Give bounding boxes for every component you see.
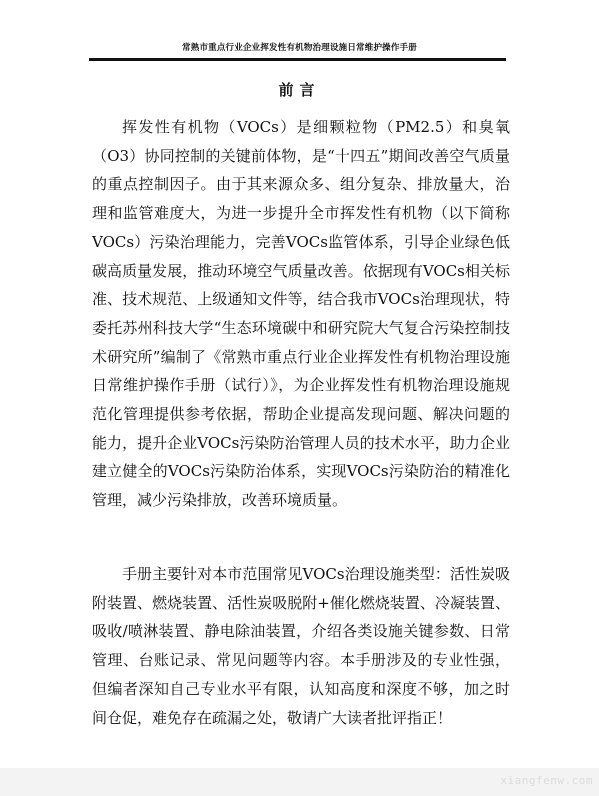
section-title: 前言	[278, 81, 321, 99]
watermark: xiangfenw.com	[500, 774, 593, 787]
paragraph-2: 手册主要针对本市范围常见VOCs治理设施类型：活性炭吸附装置、燃烧装置、活性炭吸脱附+催化燃烧装置、冷凝装置、吸收/喷淋装置、静电除油装置，介绍各类设施关键参数、日常管理、台账记录、常见问题等内容。本手册涉及的专业性强，但编者深知自己专业水平有限，认知高度和深度不够，加之时间仓促，难免存在疏漏之处，敬请广大读者批评指正！	[92, 565, 510, 727]
header-rule	[89, 58, 506, 61]
running-header: 常熟市重点行业企业挥发性有机物治理设施日常维护操作手册	[182, 43, 417, 53]
paragraph-1: 挥发性有机物（VOCs）是细颗粒物（PM2.5）和臭氧（O3）协同控制的关键前体物，是“十四五”期间改善空气质量的重点控制因子。由于其来源众多、组分复杂、排放量大，治理和监管难度大，为进一步提升全市挥发性有机物（以下简称VOCs）污染治理能力，完善VOCs监管体系，引导企业绿色低碳高质量发展，推动环境空气质量改善。依据现有VOCs相关标准、技术规范、上级通知文件等，结合我市VOCs治理现状，特委托苏州科技大学“生态环境碳中和研究院大气复合污染控制技术研究所”编制了《常熟市重点行业企业挥发性有机物治理设施日常维护操作手册（试行）》，为企业挥发性有机物治理设施规范化管理提供参考依据，帮助企业提高发现问题、解决问题的能力，提升企业VOCs污染防治管理人员的技术水平，助力企业建立健全的VOCs污染防治体系，实现VOCs污染防治的精准化管理，减少污染排放，改善环境质量。	[92, 118, 510, 510]
